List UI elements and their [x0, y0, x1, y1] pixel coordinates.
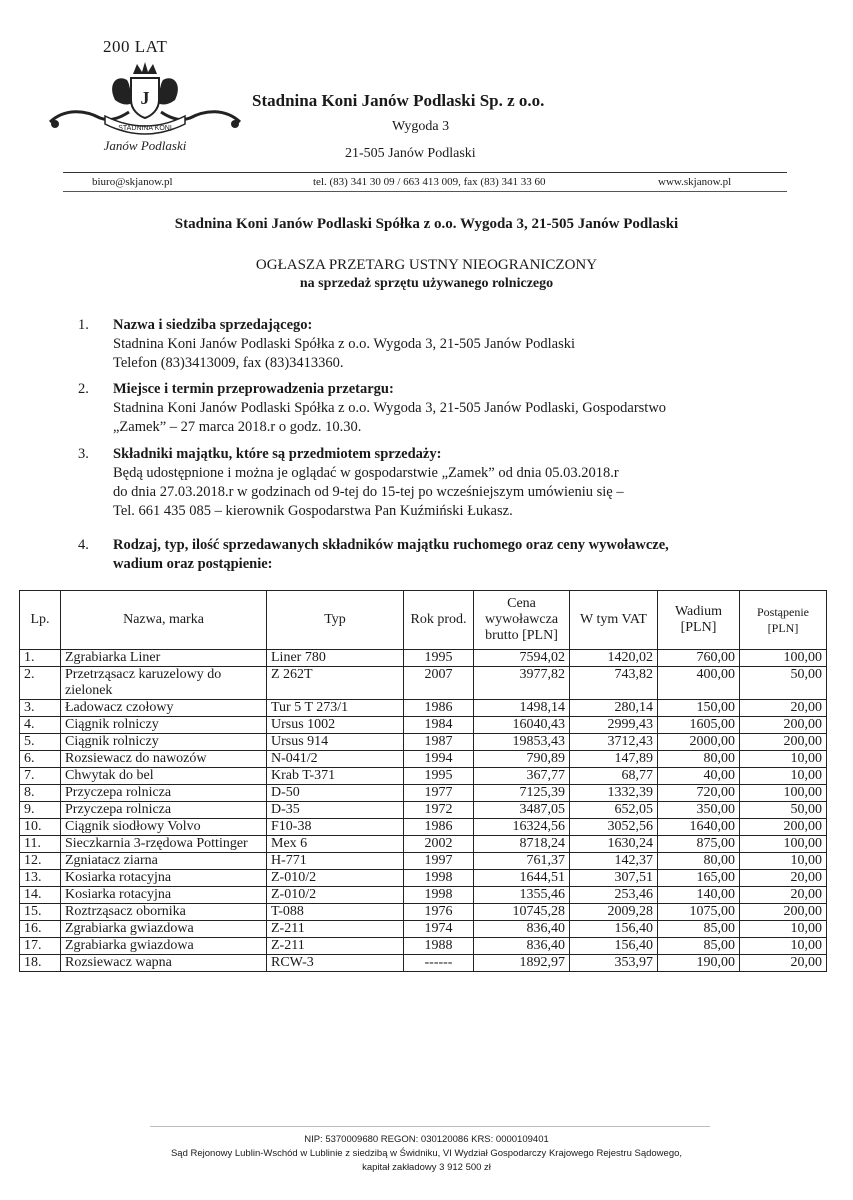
- cell-increment: 20,00: [740, 887, 827, 904]
- table-row: [20, 836, 827, 853]
- table-row: [20, 650, 827, 667]
- section-line: Stadnina Koni Janów Podlaski Spółka z o.o. Wygoda 3, 21-505 Janów Podlaski, Gospodarstwo: [113, 400, 667, 416]
- table-row: [20, 819, 827, 836]
- subject-heading: na sprzedaż sprzętu używanego rolniczego: [299, 276, 554, 291]
- cell-deposit: 760,00: [658, 650, 740, 667]
- cell-type: Mex 6: [267, 836, 404, 853]
- cell-name: Roztrząsacz obornika: [61, 904, 267, 921]
- footer-divider: [150, 1126, 710, 1127]
- cell-year: 2007: [404, 667, 474, 700]
- cell-increment: 10,00: [740, 853, 827, 870]
- cell-name: Chwytak do bel: [61, 768, 267, 785]
- logo-text: STADNINA KONI: [118, 125, 172, 132]
- section-line: „Zamek” – 27 marca 2018.r o godz. 10.30.: [113, 419, 362, 435]
- header-deposit: Wadium [PLN]: [658, 591, 740, 650]
- cell-name: Zgniatacz ziarna: [61, 853, 267, 870]
- section-title: Miejsce i termin przeprowadzenia przetargu:: [113, 381, 394, 397]
- cell-price: 7125,39: [474, 785, 570, 802]
- cell-type: RCW-3: [267, 955, 404, 972]
- cell-year: 1976: [404, 904, 474, 921]
- cell-vat: 307,51: [570, 870, 658, 887]
- cell-deposit: 400,00: [658, 667, 740, 700]
- cell-type: F10-38: [267, 819, 404, 836]
- table-row: [20, 870, 827, 887]
- cell-type: Z-211: [267, 921, 404, 938]
- cell-type: Z-010/2: [267, 870, 404, 887]
- cell-deposit: 190,00: [658, 955, 740, 972]
- cell-year: 1998: [404, 887, 474, 904]
- cell-year: 1984: [404, 717, 474, 734]
- table-row: [20, 921, 827, 938]
- cell-lp: 9.: [20, 802, 61, 819]
- table-header-row: [20, 591, 827, 650]
- cell-price: 836,40: [474, 938, 570, 955]
- cell-deposit: 1640,00: [658, 819, 740, 836]
- section-number: 1.: [78, 317, 89, 333]
- table-row: [20, 751, 827, 768]
- table-row: [20, 717, 827, 734]
- cell-deposit: 80,00: [658, 751, 740, 768]
- cell-year: 1987: [404, 734, 474, 751]
- cell-price: 367,77: [474, 768, 570, 785]
- cell-vat: 2009,28: [570, 904, 658, 921]
- cell-increment: 20,00: [740, 700, 827, 717]
- cell-price: 10745,28: [474, 904, 570, 921]
- cell-deposit: 150,00: [658, 700, 740, 717]
- cell-year: 1977: [404, 785, 474, 802]
- section-number: 4.: [78, 537, 89, 553]
- cell-name: Kosiarka rotacyjna: [61, 870, 267, 887]
- cell-deposit: 80,00: [658, 853, 740, 870]
- cell-vat: 652,05: [570, 802, 658, 819]
- cell-lp: 5.: [20, 734, 61, 751]
- section-title: Rodzaj, typ, ilość sprzedawanych składników majątku ruchomego oraz ceny wywoławcze,: [113, 537, 669, 553]
- header-year: Rok prod.: [404, 591, 474, 650]
- cell-type: T-088: [267, 904, 404, 921]
- section-line: Telefon (83)3413009, fax (83)3413360.: [113, 355, 344, 371]
- cell-lp: 15.: [20, 904, 61, 921]
- section-2: [78, 380, 798, 437]
- cell-price: 16324,56: [474, 819, 570, 836]
- cell-increment: 50,00: [740, 802, 827, 819]
- cell-vat: 156,40: [570, 938, 658, 955]
- table-row: [20, 802, 827, 819]
- section-3: [78, 445, 798, 521]
- items-table: [19, 590, 827, 972]
- table-row: [20, 700, 827, 717]
- cell-vat: 68,77: [570, 768, 658, 785]
- cell-type: Z 262T: [267, 667, 404, 700]
- cell-lp: 1.: [20, 650, 61, 667]
- footer-capital: kapitał zakładowy 3 912 500 zł: [362, 1162, 491, 1173]
- cell-year: 1995: [404, 768, 474, 785]
- cell-name: Ciągnik rolniczy: [61, 734, 267, 751]
- cell-increment: 200,00: [740, 717, 827, 734]
- cell-price: 761,37: [474, 853, 570, 870]
- cell-increment: 20,00: [740, 955, 827, 972]
- section-title: Nazwa i siedziba sprzedającego:: [113, 317, 313, 333]
- cell-price: 1355,46: [474, 887, 570, 904]
- cell-vat: 142,37: [570, 853, 658, 870]
- cell-lp: 3.: [20, 700, 61, 717]
- section-number: 2.: [78, 381, 89, 397]
- table-row: [20, 768, 827, 785]
- cell-vat: 253,46: [570, 887, 658, 904]
- cell-lp: 4.: [20, 717, 61, 734]
- cell-price: 1498,14: [474, 700, 570, 717]
- cell-lp: 8.: [20, 785, 61, 802]
- cell-name: Przyczepa rolnicza: [61, 785, 267, 802]
- cell-name: Ciągnik siodłowy Volvo: [61, 819, 267, 836]
- cell-type: H-771: [267, 853, 404, 870]
- cell-price: 7594,02: [474, 650, 570, 667]
- cell-increment: 10,00: [740, 751, 827, 768]
- table-row: [20, 955, 827, 972]
- cell-increment: 100,00: [740, 836, 827, 853]
- cell-type: D-35: [267, 802, 404, 819]
- cell-deposit: 350,00: [658, 802, 740, 819]
- cell-name: Zgrabiarka gwiazdowa: [61, 938, 267, 955]
- cell-vat: 3052,56: [570, 819, 658, 836]
- cell-price: 3487,05: [474, 802, 570, 819]
- section-1: [78, 316, 798, 373]
- cell-increment: 100,00: [740, 650, 827, 667]
- contact-website: www.skjanow.pl: [658, 176, 732, 188]
- cell-deposit: 85,00: [658, 921, 740, 938]
- table-row: [20, 785, 827, 802]
- cell-name: Rozsiewacz wapna: [61, 955, 267, 972]
- footer-registry-ids: NIP: 5370009680 REGON: 030120086 KRS: 0000109401: [304, 1134, 549, 1145]
- cell-lp: 11.: [20, 836, 61, 853]
- section-title: Składniki majątku, które są przedmiotem sprzedaży:: [113, 446, 442, 462]
- letterhead-divider-bottom: [63, 191, 787, 192]
- cell-vat: 353,97: [570, 955, 658, 972]
- cell-deposit: 40,00: [658, 768, 740, 785]
- contact-email: biuro@skjanow.pl: [92, 176, 173, 188]
- cell-year: 1986: [404, 700, 474, 717]
- cell-price: 16040,43: [474, 717, 570, 734]
- cell-increment: 200,00: [740, 819, 827, 836]
- table-row: [20, 938, 827, 955]
- cell-increment: 10,00: [740, 921, 827, 938]
- cell-increment: 50,00: [740, 667, 827, 700]
- cell-lp: 7.: [20, 768, 61, 785]
- cell-increment: 200,00: [740, 904, 827, 921]
- header-increment: Postąpenie [PLN]: [740, 591, 827, 650]
- cell-type: Tur 5 T 273/1: [267, 700, 404, 717]
- cell-lp: 10.: [20, 819, 61, 836]
- cell-year: 1994: [404, 751, 474, 768]
- cell-price: 790,89: [474, 751, 570, 768]
- section-line: do dnia 27.03.2018.r w godzinach od 9-tej do 15-tej po wcześniejszym umówieniu się –: [113, 484, 624, 500]
- cell-type: Liner 780: [267, 650, 404, 667]
- cell-vat: 1332,39: [570, 785, 658, 802]
- cell-deposit: 85,00: [658, 938, 740, 955]
- table-row: [20, 734, 827, 751]
- cell-type: Ursus 1002: [267, 717, 404, 734]
- cell-type: Ursus 914: [267, 734, 404, 751]
- letterhead-divider-top: [63, 172, 787, 173]
- anniversary-label: 200 LAT: [103, 37, 168, 56]
- cell-price: 3977,82: [474, 667, 570, 700]
- cell-name: Zgrabiarka Liner: [61, 650, 267, 667]
- cell-increment: 100,00: [740, 785, 827, 802]
- header-vat: W tym VAT: [570, 591, 658, 650]
- cell-year: 1995: [404, 650, 474, 667]
- table-row: [20, 887, 827, 904]
- cell-year: 1972: [404, 802, 474, 819]
- cell-type: N-041/2: [267, 751, 404, 768]
- cell-type: Krab T-371: [267, 768, 404, 785]
- cell-vat: 280,14: [570, 700, 658, 717]
- cell-vat: 743,82: [570, 667, 658, 700]
- cell-deposit: 2000,00: [658, 734, 740, 751]
- cell-price: 19853,43: [474, 734, 570, 751]
- cell-name: Rozsiewacz do nawozów: [61, 751, 267, 768]
- cell-vat: 3712,43: [570, 734, 658, 751]
- table-row: [20, 853, 827, 870]
- cell-deposit: 1075,00: [658, 904, 740, 921]
- header-price: Cena wywoławcza brutto [PLN]: [474, 591, 570, 650]
- cell-year: 1997: [404, 853, 474, 870]
- section-4: [78, 536, 798, 574]
- cell-price: 836,40: [474, 921, 570, 938]
- cell-deposit: 875,00: [658, 836, 740, 853]
- cell-type: D-50: [267, 785, 404, 802]
- logo-signature: Janów Podlaski: [103, 138, 187, 153]
- cell-lp: 13.: [20, 870, 61, 887]
- cell-year: 1986: [404, 819, 474, 836]
- contact-phone: tel. (83) 341 30 09 / 663 413 009, fax (83) 341 33 60: [313, 176, 546, 188]
- section-line: Będą udostępnione i można je oglądać w gospodarstwie „Zamek” od dnia 05.03.2018.r: [113, 465, 619, 481]
- cell-vat: 156,40: [570, 921, 658, 938]
- cell-vat: 2999,43: [570, 717, 658, 734]
- cell-increment: 20,00: [740, 870, 827, 887]
- header-lp: Lp.: [20, 591, 61, 650]
- cell-lp: 6.: [20, 751, 61, 768]
- cell-price: 1644,51: [474, 870, 570, 887]
- cell-type: Z-010/2: [267, 887, 404, 904]
- cell-name: Zgrabiarka gwiazdowa: [61, 921, 267, 938]
- cell-name: Ładowacz czołowy: [61, 700, 267, 717]
- cell-year: 1988: [404, 938, 474, 955]
- company-street: Wygoda 3: [392, 119, 450, 134]
- cell-deposit: 1605,00: [658, 717, 740, 734]
- cell-year: 1998: [404, 870, 474, 887]
- cell-year: 2002: [404, 836, 474, 853]
- company-name: Stadnina Koni Janów Podlaski Sp. z o.o.: [252, 91, 545, 110]
- header-type: Typ: [267, 591, 404, 650]
- announcement-heading: OGŁASZA PRZETARG USTNY NIEOGRANICZONY: [255, 257, 598, 273]
- cell-lp: 2.: [20, 667, 61, 700]
- cell-vat: 147,89: [570, 751, 658, 768]
- organizer-heading: Stadnina Koni Janów Podlaski Spółka z o.o. Wygoda 3, 21-505 Janów Podlaski: [174, 216, 679, 232]
- cell-lp: 14.: [20, 887, 61, 904]
- section-line: Stadnina Koni Janów Podlaski Spółka z o.o. Wygoda 3, 21-505 Janów Podlaski: [113, 336, 576, 352]
- cell-increment: 10,00: [740, 768, 827, 785]
- cell-name: Ciągnik rolniczy: [61, 717, 267, 734]
- cell-deposit: 140,00: [658, 887, 740, 904]
- footer-court: Sąd Rejonowy Lublin-Wschód w Lublinie z siedzibą w Świdniku, VI Wydział Gospodarczy Krajowego Rejestru Sądowego,: [170, 1148, 683, 1159]
- cell-year: 1974: [404, 921, 474, 938]
- header-name: Nazwa, marka: [61, 591, 267, 650]
- cell-price: 8718,24: [474, 836, 570, 853]
- cell-name: Kosiarka rotacyjna: [61, 887, 267, 904]
- svg-text:J: J: [140, 88, 150, 108]
- cell-lp: 18.: [20, 955, 61, 972]
- section-line: Tel. 661 435 085 – kierownik Gospodarstwa Pan Kuźmiński Łukasz.: [113, 503, 513, 519]
- cell-increment: 10,00: [740, 938, 827, 955]
- cell-increment: 200,00: [740, 734, 827, 751]
- section-title-continued: wadium oraz postąpienie:: [113, 556, 273, 572]
- cell-vat: 1630,24: [570, 836, 658, 853]
- company-logo: [45, 60, 245, 160]
- cell-vat: 1420,02: [570, 650, 658, 667]
- cell-name: Przyczepa rolnicza: [61, 802, 267, 819]
- section-number: 3.: [78, 446, 89, 462]
- cell-year: ------: [404, 955, 474, 972]
- cell-deposit: 165,00: [658, 870, 740, 887]
- cell-price: 1892,97: [474, 955, 570, 972]
- company-city: 21-505 Janów Podlaski: [345, 146, 476, 161]
- cell-type: Z-211: [267, 938, 404, 955]
- table-row: [20, 904, 827, 921]
- cell-lp: 17.: [20, 938, 61, 955]
- cell-lp: 12.: [20, 853, 61, 870]
- table-row: [20, 667, 827, 700]
- cell-lp: 16.: [20, 921, 61, 938]
- cell-name: Przetrząsacz karuzelowy do zielonek: [61, 667, 267, 700]
- cell-name: Sieczkarnia 3-rzędowa Pottinger: [61, 836, 267, 853]
- cell-deposit: 720,00: [658, 785, 740, 802]
